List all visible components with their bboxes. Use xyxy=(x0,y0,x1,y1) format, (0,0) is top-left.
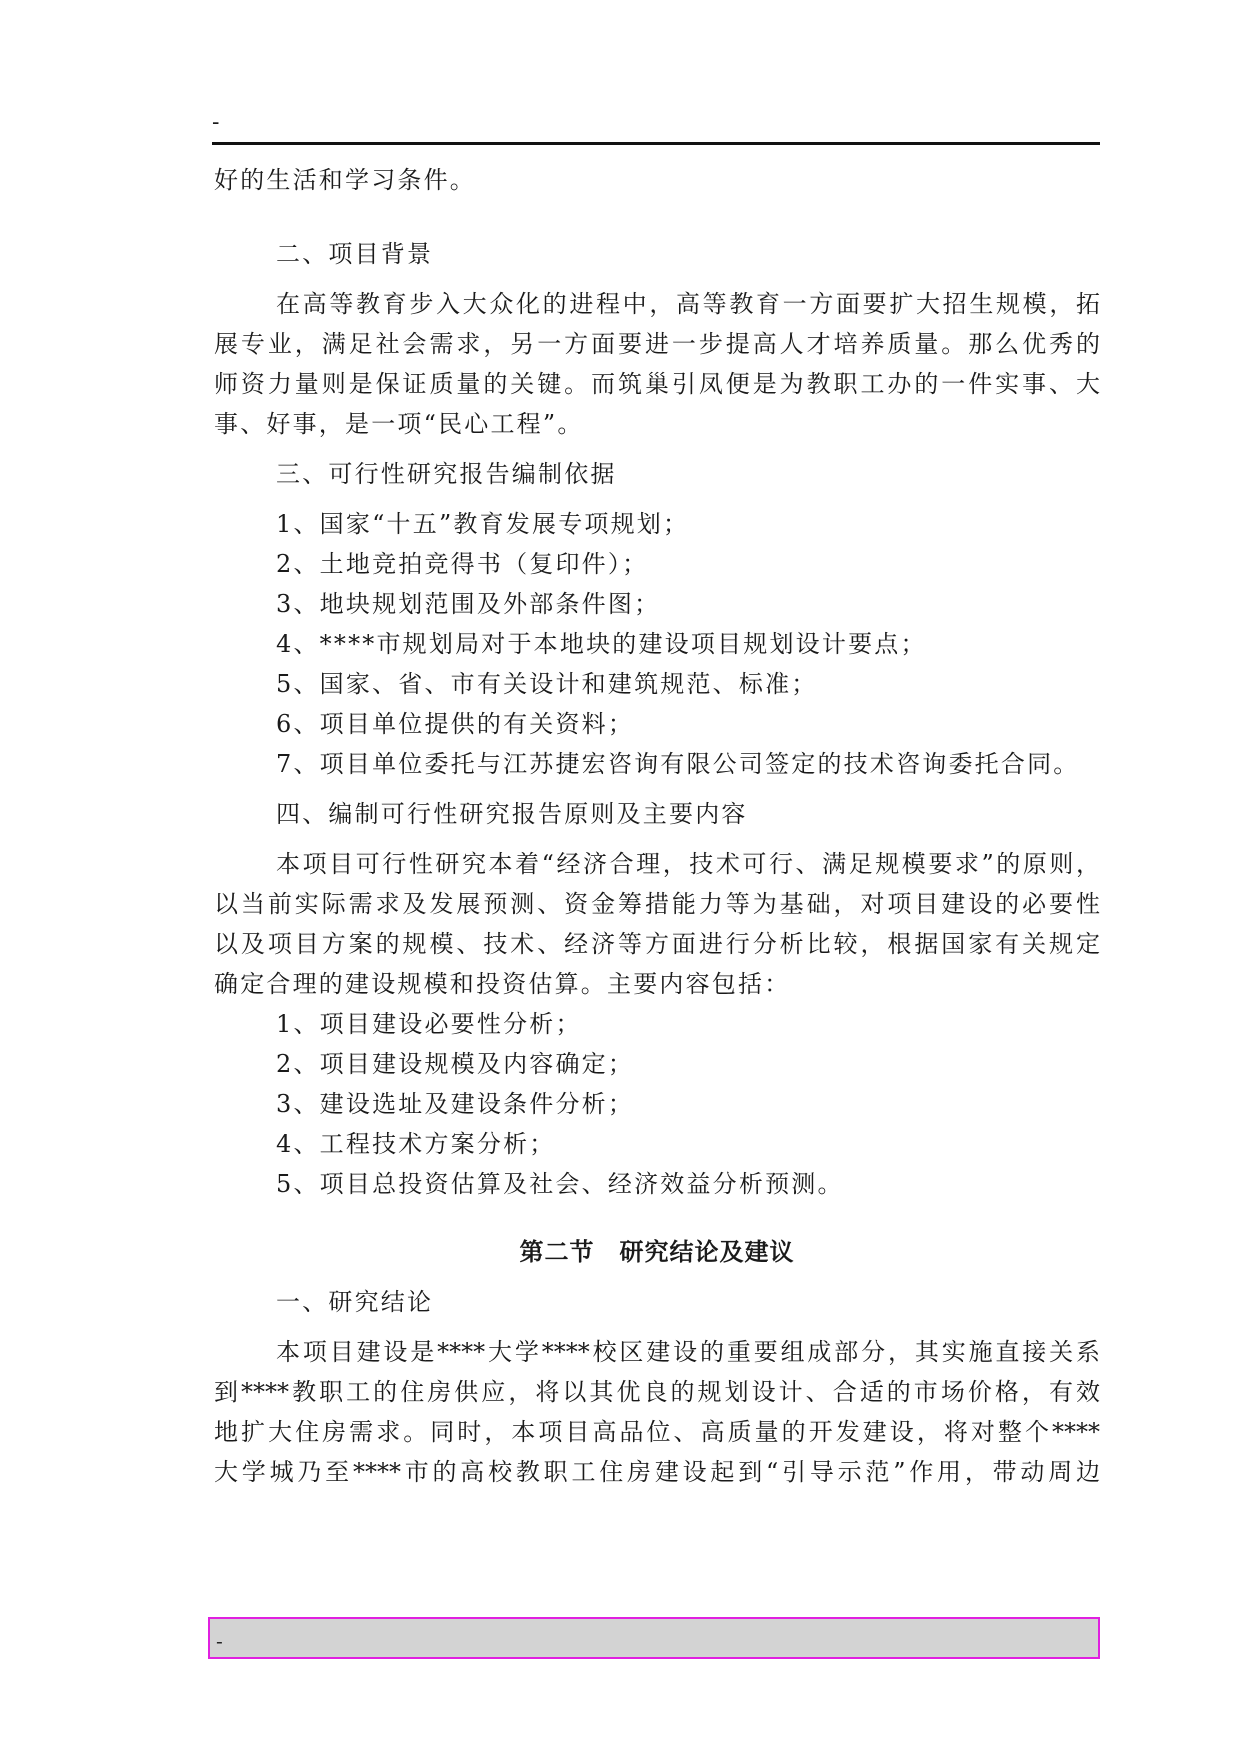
list-item: 4、****市规划局对于本地块的建设项目规划设计要点； xyxy=(276,630,927,658)
paragraph-line: 以当前实际需求及发展预测、资金筹措能力等为基础，对项目建设的必要性 xyxy=(214,890,1100,918)
heading-project-background: 二、项目背景 xyxy=(276,240,434,268)
heading-conclusion: 一、研究结论 xyxy=(276,1288,434,1316)
list-item: 1、国家“十五”教育发展专项规划； xyxy=(276,510,690,538)
list-item: 6、项目单位提供的有关资料； xyxy=(276,710,635,738)
list-item: 5、国家、省、市有关设计和建筑规范、标准； xyxy=(276,670,818,698)
paragraph-line: 到****教职工的住房供应，将以其优良的规划设计、合适的市场价格，有效 xyxy=(214,1378,1100,1406)
paragraph-line: 师资力量则是保证质量的关键。而筑巢引凤便是为教职工办的一件实事、大 xyxy=(214,370,1100,398)
footer-mark: - xyxy=(216,1629,223,1653)
list-item: 2、土地竞拍竞得书（复印件）； xyxy=(276,550,649,578)
paragraph-line: 事、好事，是一项“民心工程”。 xyxy=(214,410,584,438)
paragraph-line: 展专业，满足社会需求，另一方面要进一步提高人才培养质量。那么优秀的 xyxy=(214,330,1100,358)
paragraph-line: 确定合理的建设规模和投资估算。主要内容包括： xyxy=(214,970,791,998)
header-mark: - xyxy=(212,110,220,135)
list-item: 3、地块规划范围及外部条件图； xyxy=(276,590,661,618)
heading-principles: 四、编制可行性研究报告原则及主要内容 xyxy=(276,800,748,828)
paragraph-line: 地扩大住房需求。同时，本项目高品位、高质量的开发建设，将对整个**** xyxy=(214,1418,1100,1446)
paragraph-line: 大学城乃至****市的高校教职工住房建设起到“引导示范”作用，带动周边 xyxy=(214,1458,1100,1486)
header-rule xyxy=(212,142,1100,145)
paragraph-line: 本项目可行性研究本着“经济合理，技术可行、满足规模要求”的原则， xyxy=(276,850,1100,878)
paragraph-line: 在高等教育步入大众化的进程中，高等教育一方面要扩大招生规模，拓 xyxy=(276,290,1100,318)
list-item: 3、建设选址及建设条件分析； xyxy=(276,1090,635,1118)
heading-compilation-basis: 三、可行性研究报告编制依据 xyxy=(276,460,617,488)
paragraph-line: 以及项目方案的规模、技术、经济等方面进行分析比较，根据国家有关规定 xyxy=(214,930,1100,958)
list-item: 5、项目总投资估算及社会、经济效益分析预测。 xyxy=(276,1170,844,1198)
list-item: 1、项目建设必要性分析； xyxy=(276,1010,582,1038)
list-item: 7、项目单位委托与江苏捷宏咨询有限公司签定的技术咨询委托合同。 xyxy=(276,750,1080,778)
paragraph-line: 好的生活和学习条件。 xyxy=(214,166,476,194)
section-title: 第二节 研究结论及建议 xyxy=(519,1238,795,1266)
list-item: 4、工程技术方案分析； xyxy=(276,1130,556,1158)
list-item: 2、项目建设规模及内容确定； xyxy=(276,1050,635,1078)
footer-box xyxy=(208,1617,1100,1659)
paragraph-line: 本项目建设是****大学****校区建设的重要组成部分，其实施直接关系 xyxy=(276,1338,1100,1366)
